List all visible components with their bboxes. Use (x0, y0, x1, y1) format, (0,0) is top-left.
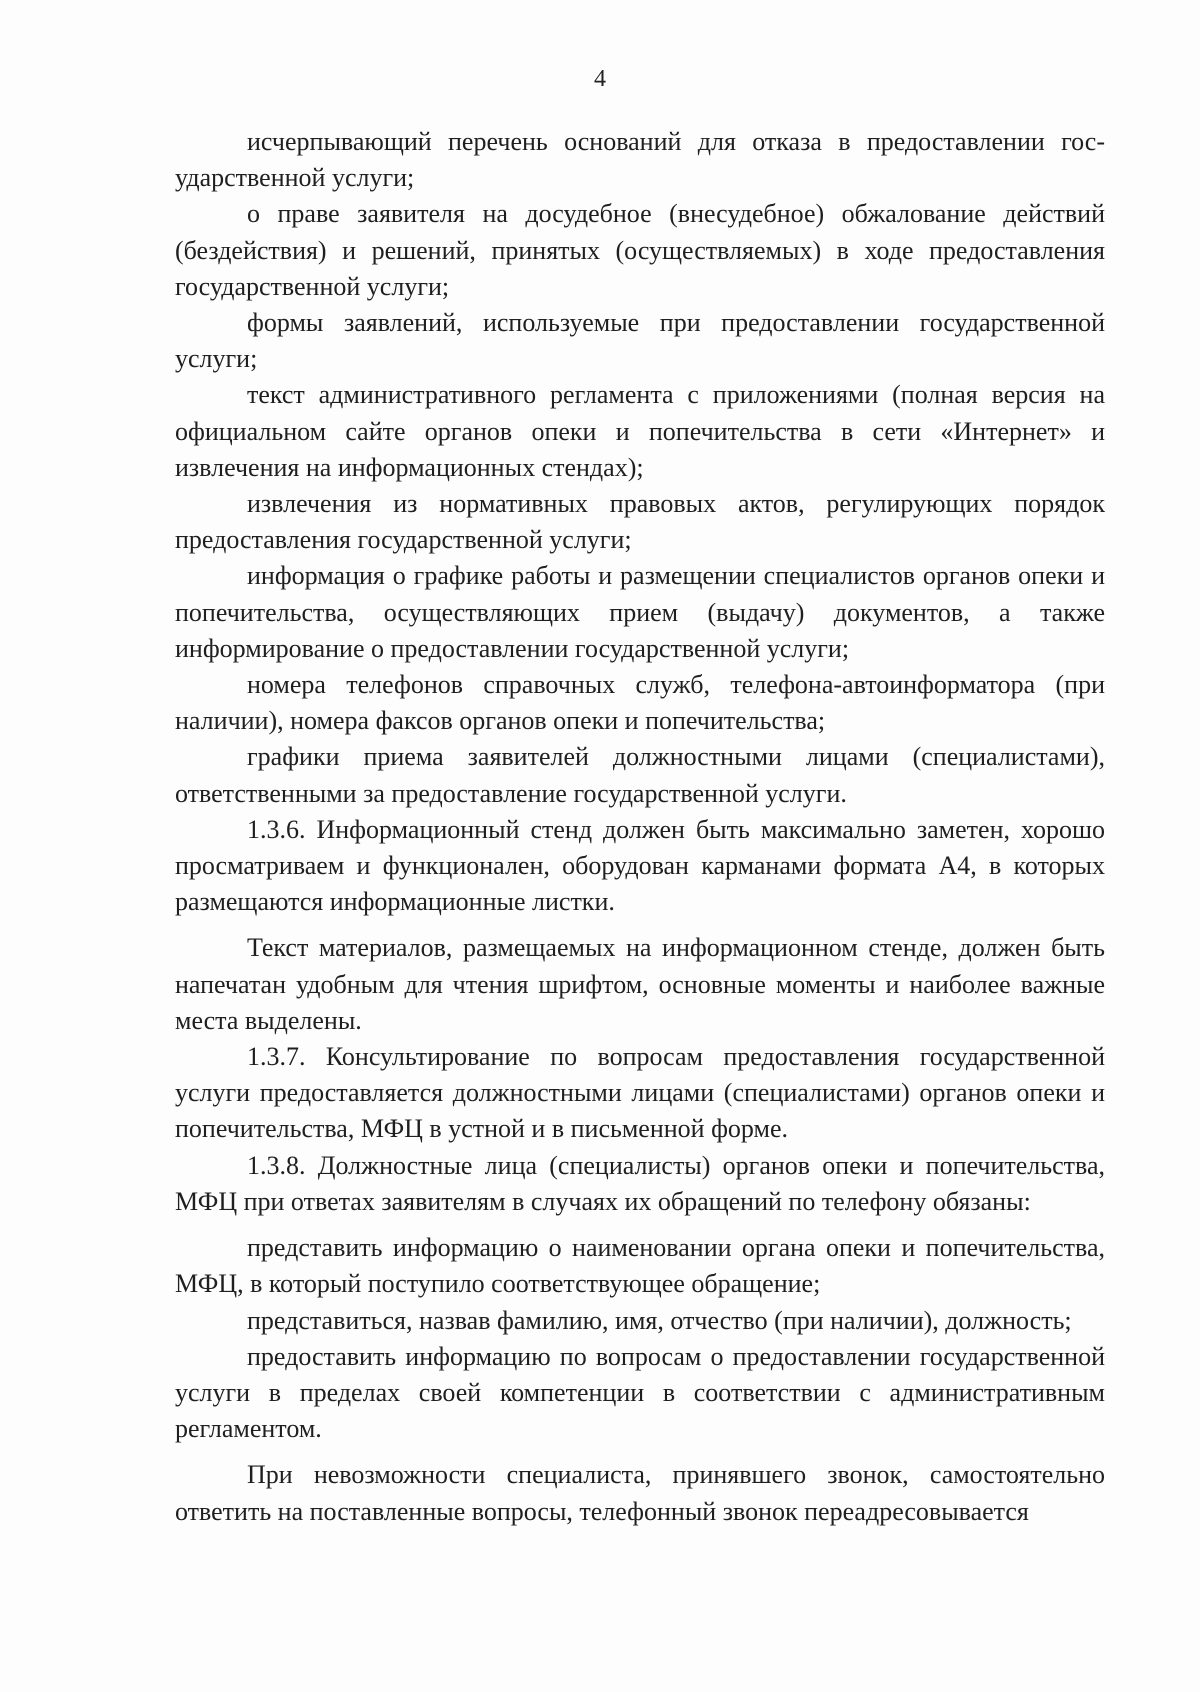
paragraph: При невозможности специалиста, принявшего звонок, самостоятельно ответить на поставленные вопросы, телефонный звонок переадресовывается (175, 1460, 1105, 1526)
paragraph: текст административного регламента с приложениями (полная версия на официальном сайте органов опеки и попечительства в сети «Интернет» и извлечения на информационных стендах); (175, 380, 1105, 482)
paragraph: представиться, назвав фамилию, имя, отчество (при наличии), должность; (247, 1305, 1072, 1335)
paragraph: о праве заявителя на досудебное (внесудебное) обжалование действий (бездействия) и решений, принятых (осуществляемых) в ходе предоставления государственной услуги; (175, 199, 1105, 301)
document-body (175, 124, 1105, 1530)
paragraph: представить информацию о наименовании органа опеки и попечительства, МФЦ, в который поступило соответствующее обращение; (175, 1233, 1105, 1299)
paragraph: формы заявлений, используемые при предоставлении государственной услуги; (175, 308, 1105, 374)
paragraph: 1.3.8. Должностные лица (специалисты) органов опеки и попечительства, МФЦ при ответах заявителям в случаях их обращений по телефону обязаны: (175, 1150, 1105, 1216)
paragraph: 1.3.6. Информационный стенд должен быть максимально заметен, хорошо просматриваем и функционален, оборудован карманами формата А4, в которых размещаются информационные листки. (175, 814, 1105, 917)
paragraph: 1.3.7. Консультирование по вопросам предоставления государственной услуги предоставляется должностными лицами (специалистами) органов опеки и попечительства, МФЦ в устной и в письменной форме. (175, 1042, 1105, 1144)
paragraph: номера телефонов справочных служб, телефона-автоинформатора (при наличии), номера факсов органов опеки и попечительства; (175, 670, 1105, 736)
paragraph: Текст материалов, размещаемых на информационном стенде, должен быть напечатан удобным для чтения шрифтом, основные моменты и наиболее важные места выделены. (175, 933, 1105, 1035)
paragraph: извлечения из нормативных правовых актов, регулирующих порядок предоставления государственной услуги; (175, 489, 1105, 555)
paragraph: графики приема заявителей должностными лицами (специалистами), ответственными за предоставление государственной услуги. (175, 742, 1105, 808)
page-number: 4 (594, 66, 606, 92)
paragraph: предоставить информацию по вопросам о предоставлении государственной услуги в пределах своей компетенции в соответствии с административным регламентом. (175, 1341, 1105, 1444)
paragraph: информация о графике работы и размещении специалистов органов опеки и попечительства, осуществляющих прием (выдачу) документов, а также информирование о предоставлении государственной услуги; (175, 561, 1105, 663)
paragraph: исчерпывающий перечень оснований для отказа в предоставлении государственной услуги; (175, 127, 1105, 193)
